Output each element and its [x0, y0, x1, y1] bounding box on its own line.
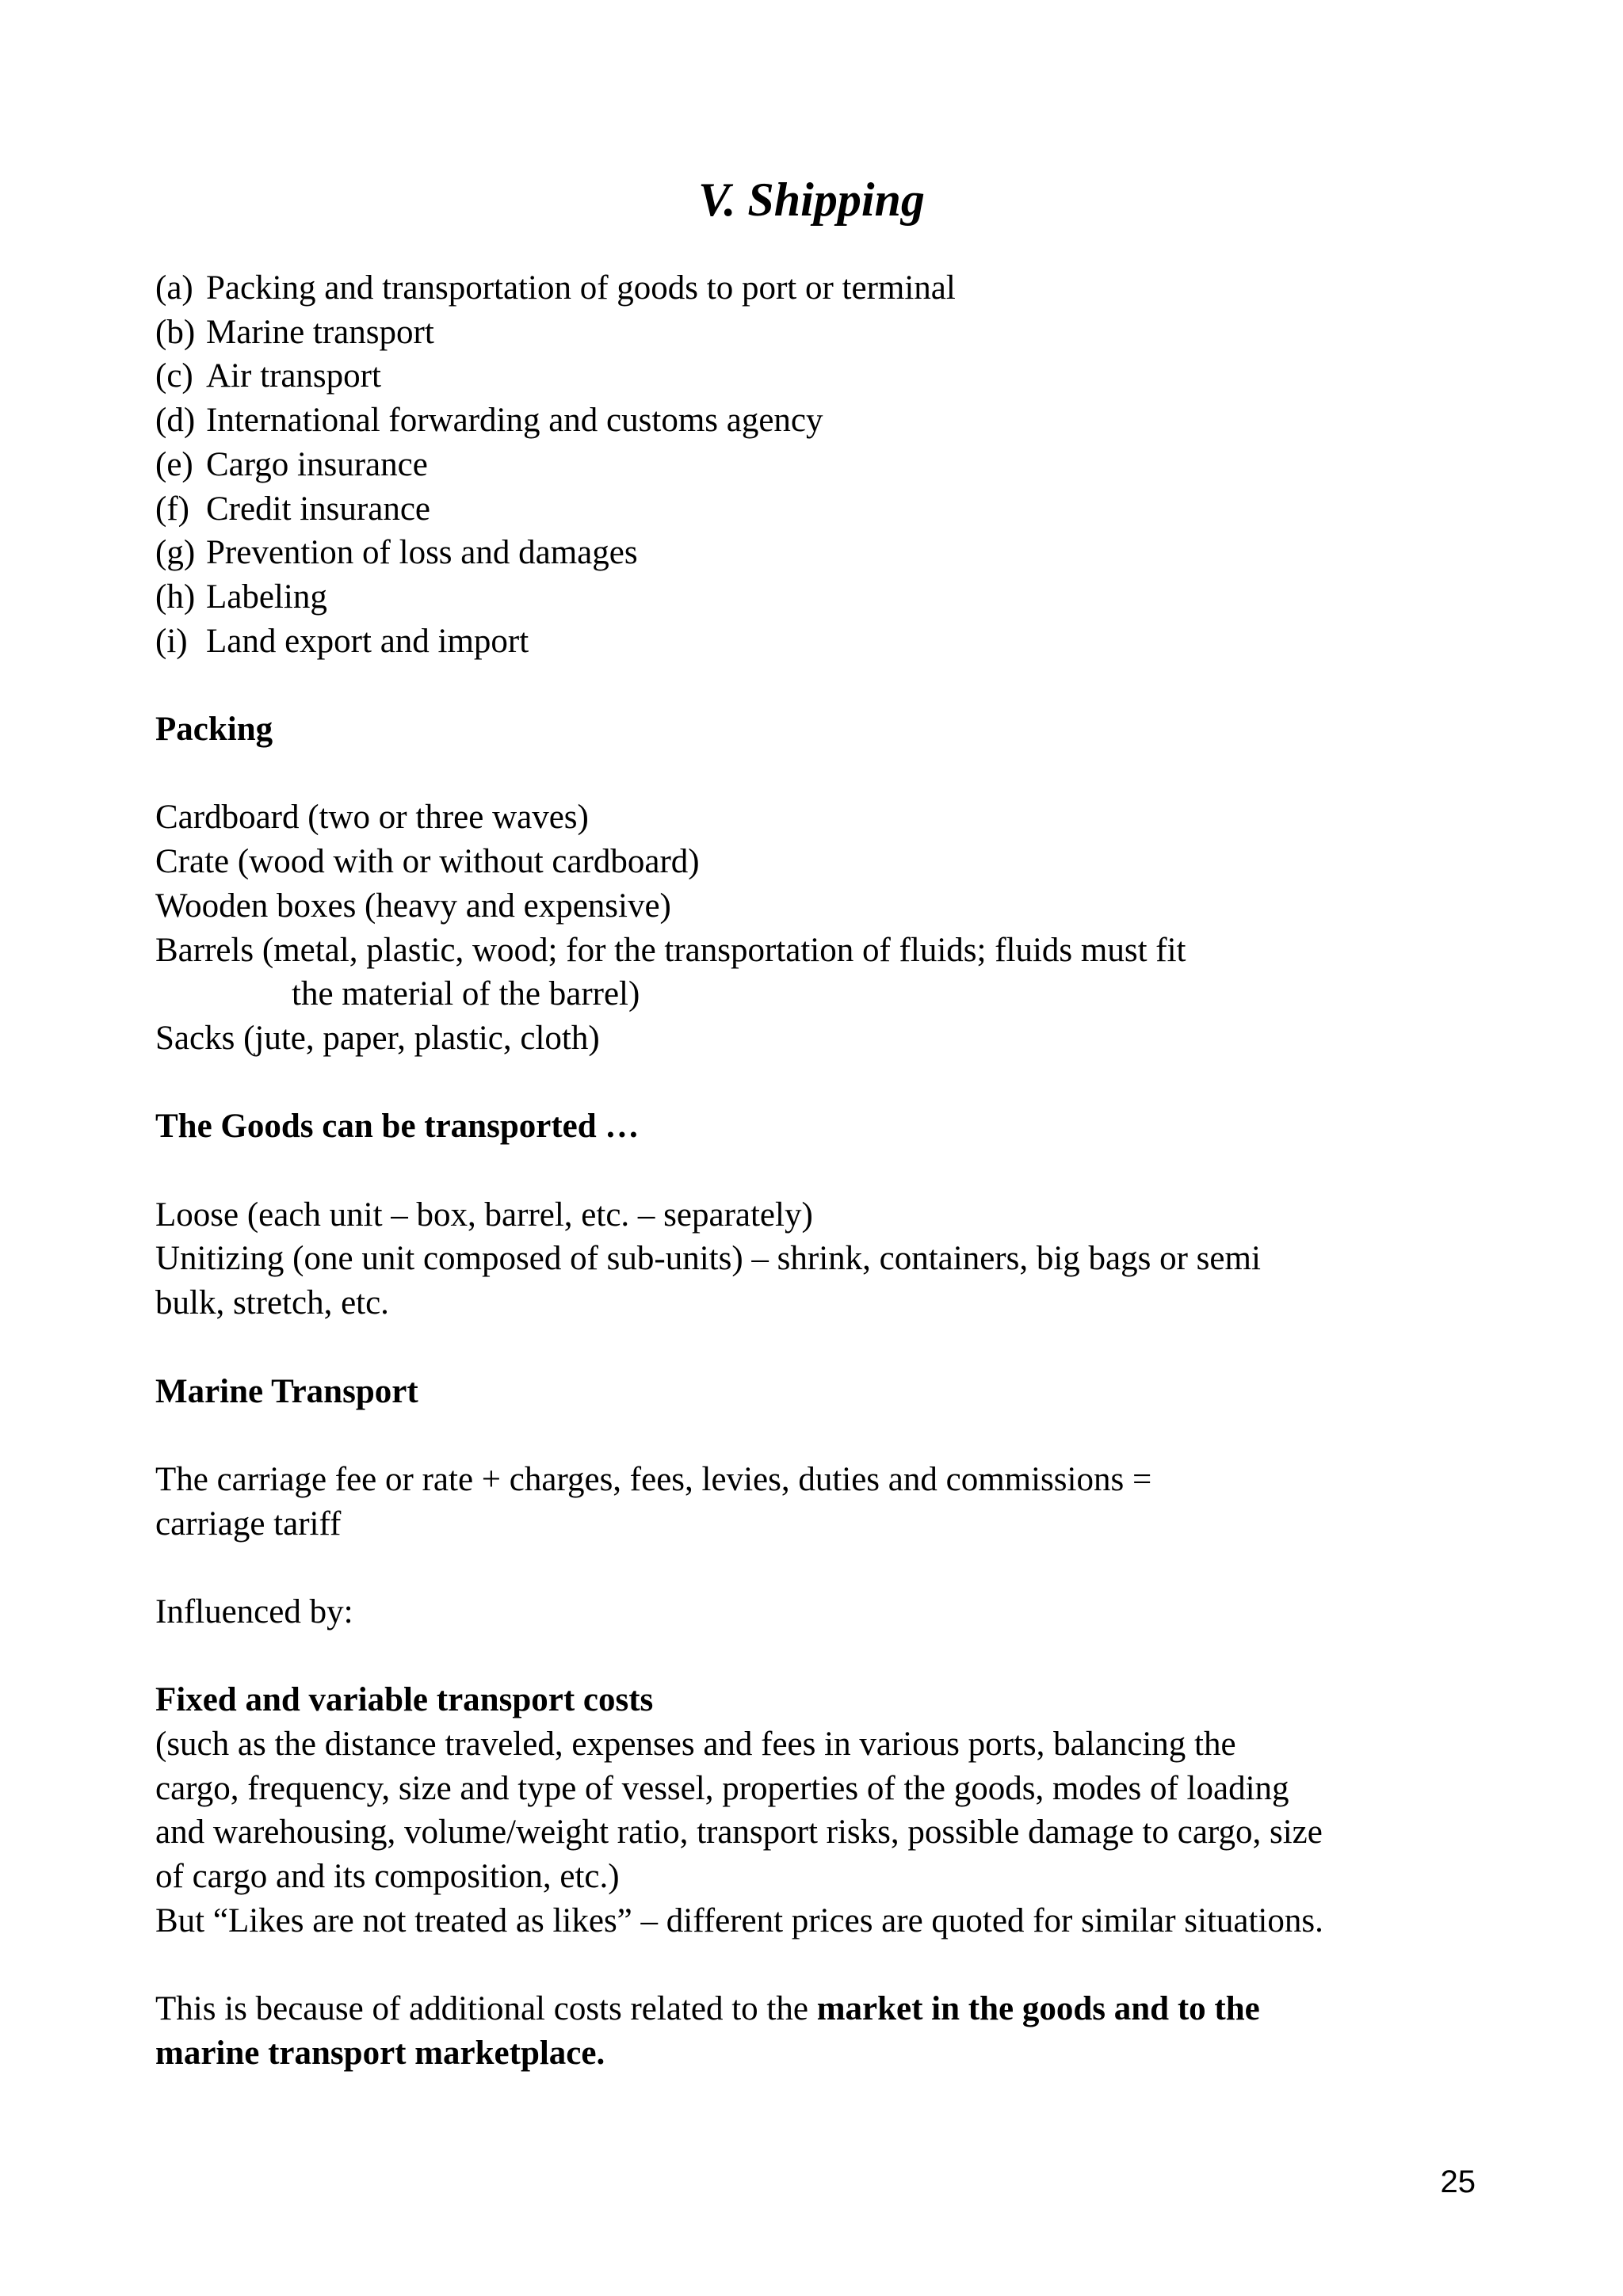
list-item-label: (d): [155, 402, 196, 440]
spacer: [155, 1149, 1503, 1193]
list-item-text: Air transport: [206, 357, 381, 395]
transported-line: bulk, stretch, etc.: [155, 1284, 389, 1322]
list-item-label: (g): [155, 534, 196, 572]
spacer: [155, 752, 1503, 796]
list-item-text: Labeling: [206, 578, 327, 616]
spacer: [155, 1943, 1503, 1988]
list-item-text: Credit insurance: [206, 490, 430, 528]
list-item-label: (a): [155, 269, 193, 307]
page-title: V. Shipping: [698, 174, 925, 226]
transported-heading: The Goods can be transported …: [155, 1108, 640, 1146]
list-item-label: (e): [155, 445, 193, 483]
list-item-text: Marine transport: [206, 313, 434, 351]
conclusion-emphasis: market in the goods and to the: [816, 1990, 1260, 2028]
conclusion-emphasis: marine transport marketplace.: [155, 2034, 605, 2072]
conclusion-text: This is because of additional costs related to the: [155, 1990, 817, 2028]
list-item: [155, 311, 1503, 355]
list-item: [155, 531, 1503, 575]
page-body: [155, 266, 1503, 2076]
list-item: [155, 443, 1503, 487]
list-item-label: (f): [155, 490, 189, 528]
page-number: 25: [1440, 2164, 1476, 2199]
list-item: [155, 354, 1503, 399]
list-item: [155, 266, 1503, 311]
conclusion-paragraph: [155, 1987, 1503, 2075]
spacer: [155, 1325, 1503, 1370]
packing-item: Sacks (jute, paper, plastic, cloth): [155, 1019, 600, 1057]
packing-item: Cardboard (two or three waves): [155, 799, 589, 837]
costs-heading: Fixed and variable transport costs: [155, 1681, 654, 1719]
list-item: [155, 487, 1503, 532]
list-item-text: Packing and transportation of goods to port or terminal: [206, 269, 956, 307]
list-item-text: Prevention of loss and damages: [206, 534, 638, 572]
influenced-label: Influenced by:: [155, 1592, 353, 1630]
list-item: [155, 399, 1503, 443]
packing-item: Barrels (metal, plastic, wood; for the transportation of fluids; fluids must fit: [155, 931, 1186, 969]
packing-item: Crate (wood with or without cardboard): [155, 843, 700, 881]
spacer: [155, 663, 1503, 707]
list-item-label: (b): [155, 313, 196, 351]
list-item-text: Cargo insurance: [206, 445, 428, 483]
costs-line: and warehousing, volume/weight ratio, transport risks, possible damage to cargo, size: [155, 1814, 1323, 1852]
spacer: [155, 1546, 1503, 1590]
tariff-line: The carriage fee or rate + charges, fees, levies, duties and commissions =: [155, 1460, 1152, 1498]
contents-list: [155, 266, 1503, 663]
list-item: [155, 575, 1503, 620]
transported-line: Loose (each unit – box, barrel, etc. – separately): [155, 1196, 813, 1234]
list-item: [155, 620, 1503, 664]
marine-heading: Marine Transport: [155, 1372, 418, 1410]
spacer: [155, 1634, 1503, 1679]
list-item-label: (i): [155, 622, 188, 660]
list-item-label: (h): [155, 578, 196, 616]
costs-line: of cargo and its composition, etc.): [155, 1858, 620, 1896]
packing-item: Wooden boxes (heavy and expensive): [155, 887, 671, 925]
costs-line: (such as the distance traveled, expenses and fees in various ports, balancing the: [155, 1726, 1236, 1764]
tariff-line: carriage tariff: [155, 1505, 342, 1543]
costs-line: But “Likes are not treated as likes” – different prices are quoted for similar situations.: [155, 1901, 1323, 1939]
spacer: [155, 1413, 1503, 1458]
list-item-text: International forwarding and customs agency: [206, 402, 823, 440]
list-item-text: Land export and import: [206, 622, 529, 660]
transported-line: Unitizing (one unit composed of sub-units) – shrink, containers, big bags or semi: [155, 1240, 1261, 1278]
list-item-label: (c): [155, 357, 193, 395]
packing-heading: Packing: [155, 711, 273, 749]
costs-line: cargo, frequency, size and type of vessel, properties of the goods, modes of loading: [155, 1769, 1289, 1807]
packing-item-continuation: the material of the barrel): [292, 975, 640, 1013]
spacer: [155, 1061, 1503, 1105]
